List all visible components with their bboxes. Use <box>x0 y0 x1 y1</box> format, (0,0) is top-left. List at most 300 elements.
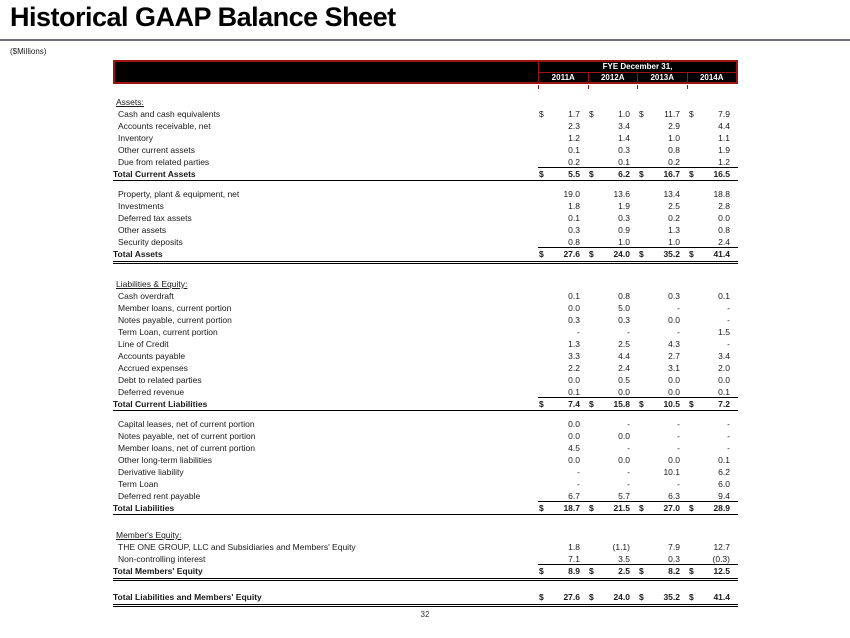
dollar-sign <box>538 386 551 397</box>
table-row <box>113 591 738 607</box>
table-row <box>113 248 738 264</box>
year-value-group <box>538 478 588 490</box>
dollar-sign: $ <box>539 169 544 179</box>
cell-value: 1.3 <box>568 339 580 349</box>
row-values <box>538 350 738 362</box>
year-column-header: 2011A <box>538 73 588 83</box>
year-value-group <box>638 478 688 490</box>
row-label: Deferred rent payable <box>118 491 201 501</box>
year-value-group <box>638 314 688 326</box>
table-row <box>113 132 738 144</box>
cell-value <box>701 278 738 290</box>
dollar-sign <box>588 156 601 167</box>
cell-value: 2.5 <box>618 339 630 349</box>
dollar-sign <box>688 529 701 541</box>
year-value-group <box>688 350 738 362</box>
row-label: Due from related parties <box>118 157 210 167</box>
row-label: Liabilities & Equity: <box>116 279 188 289</box>
table-row <box>113 302 738 314</box>
year-value-group <box>588 290 638 302</box>
year-value-group <box>538 224 588 236</box>
dollar-sign: $ <box>689 169 694 179</box>
cell-value: 0.1 <box>568 387 580 397</box>
row-label: Total Liabilities <box>113 503 175 513</box>
cell-value: 1.5 <box>718 327 730 337</box>
row-spacer <box>113 515 738 529</box>
dollar-sign: $ <box>689 109 694 119</box>
cell-value: 10.1 <box>663 467 680 477</box>
year-value-group <box>538 314 588 326</box>
units-label: ($Millions) <box>10 47 47 56</box>
cell-value: - <box>627 479 630 489</box>
dollar-sign <box>538 442 551 454</box>
row-label: Notes payable, current portion <box>118 315 232 325</box>
row-label: Other long-term liabilities <box>118 455 213 465</box>
year-value-group <box>688 478 738 490</box>
row-values <box>538 200 738 212</box>
dollar-sign <box>638 386 651 397</box>
year-value-group <box>688 188 738 200</box>
table-row <box>113 374 738 386</box>
cell-value: 1.0 <box>618 237 630 247</box>
year-value-group <box>588 132 638 144</box>
table-row <box>113 200 738 212</box>
year-value-group <box>588 386 638 397</box>
dollar-sign <box>588 350 601 362</box>
cell-value <box>701 96 738 108</box>
cell-value: 13.4 <box>663 189 680 199</box>
balance-sheet-table <box>113 60 738 607</box>
dollar-sign <box>538 224 551 236</box>
year-value-group <box>638 290 688 302</box>
dollar-sign <box>538 132 551 144</box>
cell-value: 2.0 <box>718 363 730 373</box>
dollar-sign <box>688 541 701 553</box>
table-row <box>113 156 738 168</box>
dollar-sign <box>638 236 651 247</box>
cell-value: 8.2 <box>668 566 680 576</box>
cell-value: 0.0 <box>668 375 680 385</box>
cell-value: 0.9 <box>618 225 630 235</box>
year-value-group <box>538 430 588 442</box>
table-row <box>113 466 738 478</box>
cell-value: - <box>627 327 630 337</box>
year-value-group <box>638 398 688 410</box>
row-label: Capital leases, net of current portion <box>118 419 255 429</box>
year-value-group <box>538 362 588 374</box>
cell-value: 6.2 <box>618 169 630 179</box>
cell-value: (1.1) <box>612 542 630 552</box>
dollar-sign <box>588 278 601 290</box>
header-label-spacer <box>115 62 538 82</box>
cell-value: - <box>727 303 730 313</box>
dollar-sign <box>538 188 551 200</box>
dollar-sign <box>638 442 651 454</box>
dollar-sign <box>638 224 651 236</box>
row-values <box>538 442 738 454</box>
table-row <box>113 478 738 490</box>
cell-value: 0.1 <box>718 455 730 465</box>
row-values <box>538 212 738 224</box>
dollar-sign <box>538 302 551 314</box>
cell-value: 0.1 <box>718 291 730 301</box>
row-label: Other current assets <box>118 145 196 155</box>
cell-value: 19.0 <box>563 189 580 199</box>
dollar-sign <box>638 454 651 466</box>
cell-value: 0.3 <box>668 554 680 564</box>
dollar-sign <box>538 236 551 247</box>
year-value-group <box>538 529 588 541</box>
dollar-sign <box>538 478 551 490</box>
row-values <box>538 96 738 108</box>
year-value-group <box>688 236 738 247</box>
row-values <box>538 466 738 478</box>
row-label: Member loans, net of current portion <box>118 443 256 453</box>
year-value-group <box>538 302 588 314</box>
year-value-group <box>638 236 688 247</box>
cell-value: - <box>577 467 580 477</box>
year-value-group <box>538 188 588 200</box>
cell-value <box>701 529 738 541</box>
row-values <box>538 120 738 132</box>
year-value-group <box>538 553 588 564</box>
cell-value: 18.8 <box>713 189 730 199</box>
dollar-sign <box>538 374 551 386</box>
year-value-group <box>688 490 738 501</box>
dollar-sign <box>588 386 601 397</box>
row-values <box>538 398 738 410</box>
dollar-sign <box>638 188 651 200</box>
cell-value: 6.7 <box>568 491 580 501</box>
row-label: Cash and cash equivalents <box>118 109 221 119</box>
year-value-group <box>538 290 588 302</box>
dollar-sign <box>688 144 701 156</box>
header-year-row <box>538 73 736 83</box>
year-value-group <box>688 466 738 478</box>
dollar-sign <box>638 430 651 442</box>
cell-value: 0.1 <box>568 213 580 223</box>
dollar-sign <box>688 338 701 350</box>
row-label: Total Liabilities and Members' Equity <box>113 592 262 602</box>
cell-value: 0.8 <box>668 145 680 155</box>
dollar-sign <box>588 290 601 302</box>
row-values <box>538 362 738 374</box>
cell-value: 0.0 <box>668 455 680 465</box>
year-value-group <box>588 168 638 180</box>
year-value-group <box>538 144 588 156</box>
year-value-group <box>588 541 638 553</box>
row-label: Assets: <box>116 97 144 107</box>
year-value-group <box>588 442 638 454</box>
cell-value: 3.3 <box>568 351 580 361</box>
row-values <box>538 278 738 290</box>
cell-value: 2.7 <box>668 351 680 361</box>
dollar-sign <box>688 362 701 374</box>
cell-value: 21.5 <box>613 503 630 513</box>
row-values <box>538 454 738 466</box>
year-value-group <box>688 144 738 156</box>
dollar-sign <box>688 386 701 397</box>
row-label: Total Current Liabilities <box>113 399 208 409</box>
year-value-group <box>588 350 638 362</box>
year-value-group <box>688 224 738 236</box>
cell-value: 6.0 <box>718 479 730 489</box>
cell-value <box>601 529 638 541</box>
dollar-sign <box>688 314 701 326</box>
cell-value: 28.9 <box>713 503 730 513</box>
dollar-sign: $ <box>589 109 594 119</box>
dollar-sign <box>588 326 601 338</box>
dollar-sign: $ <box>539 503 544 513</box>
year-value-group <box>538 326 588 338</box>
year-value-group <box>538 132 588 144</box>
row-values <box>538 386 738 398</box>
dollar-sign <box>688 478 701 490</box>
cell-value: 41.4 <box>713 592 730 602</box>
row-values <box>538 144 738 156</box>
cell-value: 1.4 <box>618 133 630 143</box>
dollar-sign <box>688 278 701 290</box>
year-value-group <box>638 156 688 167</box>
cell-value: 24.0 <box>613 249 630 259</box>
dollar-sign <box>688 430 701 442</box>
table-row <box>113 168 738 181</box>
row-values <box>538 326 738 338</box>
cell-value: 18.7 <box>563 503 580 513</box>
year-value-group <box>688 96 738 108</box>
cell-value: 12.7 <box>713 542 730 552</box>
year-value-group <box>538 278 588 290</box>
table-row <box>113 96 738 108</box>
year-value-group <box>588 490 638 501</box>
year-value-group <box>688 553 738 564</box>
cell-value: 1.7 <box>568 109 580 119</box>
cell-value: 24.0 <box>613 592 630 602</box>
year-value-group <box>688 502 738 514</box>
year-value-group <box>688 442 738 454</box>
table-row <box>113 188 738 200</box>
dollar-sign <box>638 200 651 212</box>
cell-value: 2.8 <box>718 201 730 211</box>
year-value-group <box>538 200 588 212</box>
year-value-group <box>538 374 588 386</box>
cell-value: 0.1 <box>618 157 630 167</box>
dollar-sign <box>688 350 701 362</box>
year-value-group <box>638 466 688 478</box>
cell-value: 0.3 <box>668 291 680 301</box>
table-row <box>113 430 738 442</box>
row-label: Accrued expenses <box>118 363 188 373</box>
table-row <box>113 362 738 374</box>
row-values <box>538 156 738 168</box>
dollar-sign <box>588 362 601 374</box>
cell-value: 12.5 <box>713 566 730 576</box>
dollar-sign <box>688 374 701 386</box>
year-value-group <box>588 478 638 490</box>
dollar-sign: $ <box>539 566 544 576</box>
year-value-group <box>638 362 688 374</box>
year-value-group <box>688 430 738 442</box>
dollar-sign <box>588 212 601 224</box>
year-value-group <box>688 290 738 302</box>
row-values <box>538 374 738 386</box>
cell-value: 11.7 <box>664 109 680 119</box>
row-label: Term Loan, current portion <box>118 327 218 337</box>
dollar-sign <box>538 553 551 564</box>
dollar-sign <box>538 96 551 108</box>
year-value-group <box>688 541 738 553</box>
year-value-group <box>538 591 588 604</box>
cell-value: 7.9 <box>668 542 680 552</box>
row-label: Deferred revenue <box>118 387 185 397</box>
year-value-group <box>588 302 638 314</box>
year-value-group <box>588 96 638 108</box>
title-divider <box>0 39 850 41</box>
dollar-sign <box>588 541 601 553</box>
year-value-group <box>588 502 638 514</box>
row-values <box>538 248 738 261</box>
year-value-group <box>538 156 588 167</box>
dollar-sign <box>588 529 601 541</box>
year-value-group <box>688 212 738 224</box>
row-label: Investments <box>118 201 164 211</box>
year-value-group <box>588 362 638 374</box>
dollar-sign <box>588 374 601 386</box>
cell-value: 27.6 <box>563 592 580 602</box>
year-value-group <box>638 565 688 578</box>
cell-value: 0.0 <box>718 213 730 223</box>
row-spacer <box>113 181 738 188</box>
cell-value: 0.3 <box>618 145 630 155</box>
year-value-group <box>638 430 688 442</box>
year-value-group <box>688 302 738 314</box>
cell-value: 1.2 <box>718 157 730 167</box>
dollar-sign <box>538 362 551 374</box>
dollar-sign <box>638 374 651 386</box>
row-label: Deferred tax assets <box>118 213 192 223</box>
cell-value: 0.0 <box>668 387 680 397</box>
year-value-group <box>638 374 688 386</box>
year-value-group <box>588 224 638 236</box>
cell-value: 2.3 <box>568 121 580 131</box>
table-row <box>113 565 738 581</box>
table-row <box>113 236 738 248</box>
row-values <box>538 478 738 490</box>
dollar-sign <box>638 314 651 326</box>
cell-value: 4.4 <box>618 351 630 361</box>
dollar-sign <box>588 478 601 490</box>
table-row <box>113 386 738 398</box>
cell-value: 2.4 <box>718 237 730 247</box>
dollar-sign <box>688 188 701 200</box>
cell-value: 2.9 <box>668 121 680 131</box>
dollar-sign: $ <box>639 566 644 576</box>
cell-value: 0.5 <box>618 375 630 385</box>
year-value-group <box>688 529 738 541</box>
year-value-group <box>638 120 688 132</box>
cell-value <box>651 529 688 541</box>
table-row <box>113 290 738 302</box>
cell-value: 0.0 <box>618 387 630 397</box>
row-values <box>538 541 738 553</box>
row-values <box>538 290 738 302</box>
cell-value: 0.0 <box>618 455 630 465</box>
year-value-group <box>638 326 688 338</box>
dollar-sign <box>638 553 651 564</box>
table-row <box>113 224 738 236</box>
row-label: THE ONE GROUP, LLC and Subsidiaries and Members' Equity <box>118 542 356 552</box>
year-value-group <box>588 212 638 224</box>
table-header <box>113 60 738 84</box>
dollar-sign <box>588 188 601 200</box>
year-value-group <box>538 502 588 514</box>
year-value-group <box>688 418 738 430</box>
cell-value: 3.5 <box>618 554 630 564</box>
cell-value: 0.2 <box>668 157 680 167</box>
dollar-sign <box>688 490 701 501</box>
cell-value: 0.0 <box>668 315 680 325</box>
year-column-header: 2014A <box>687 73 737 83</box>
dollar-sign: $ <box>539 592 544 602</box>
row-label: Member's Equity: <box>116 530 182 540</box>
row-label: Member loans, current portion <box>118 303 232 313</box>
year-value-group <box>588 120 638 132</box>
dollar-sign <box>688 442 701 454</box>
year-value-group <box>538 454 588 466</box>
dollar-sign: $ <box>689 566 694 576</box>
cell-value <box>551 529 588 541</box>
cell-value <box>651 278 688 290</box>
cell-value: 0.0 <box>568 455 580 465</box>
row-label: Security deposits <box>118 237 183 247</box>
year-value-group <box>588 248 638 261</box>
cell-value: (0.3) <box>712 554 730 564</box>
table-row <box>113 120 738 132</box>
dollar-sign <box>688 553 701 564</box>
table-row <box>113 108 738 120</box>
row-values <box>538 490 738 502</box>
year-value-group <box>538 212 588 224</box>
year-value-group <box>638 302 688 314</box>
cell-value: - <box>627 443 630 453</box>
dollar-sign: $ <box>639 592 644 602</box>
table-row <box>113 314 738 326</box>
year-value-group <box>638 502 688 514</box>
row-label: Line of Credit <box>118 339 169 349</box>
dollar-sign: $ <box>589 169 594 179</box>
dollar-sign <box>538 200 551 212</box>
table-row <box>113 490 738 502</box>
year-value-group <box>688 108 738 120</box>
row-values <box>538 591 738 604</box>
cell-value: 41.4 <box>713 249 730 259</box>
year-value-group <box>638 188 688 200</box>
year-value-group <box>638 338 688 350</box>
year-value-group <box>638 529 688 541</box>
year-value-group <box>588 278 638 290</box>
cell-value: 1.8 <box>568 542 580 552</box>
cell-value: 0.3 <box>618 213 630 223</box>
row-label: Total Members' Equity <box>113 566 203 576</box>
page-number: 32 <box>420 610 430 619</box>
year-value-group <box>638 350 688 362</box>
cell-value: 7.4 <box>568 399 580 409</box>
dollar-sign <box>688 212 701 224</box>
cell-value <box>601 278 638 290</box>
dollar-sign <box>638 362 651 374</box>
cell-value: 0.0 <box>568 303 580 313</box>
year-value-group <box>588 591 638 604</box>
